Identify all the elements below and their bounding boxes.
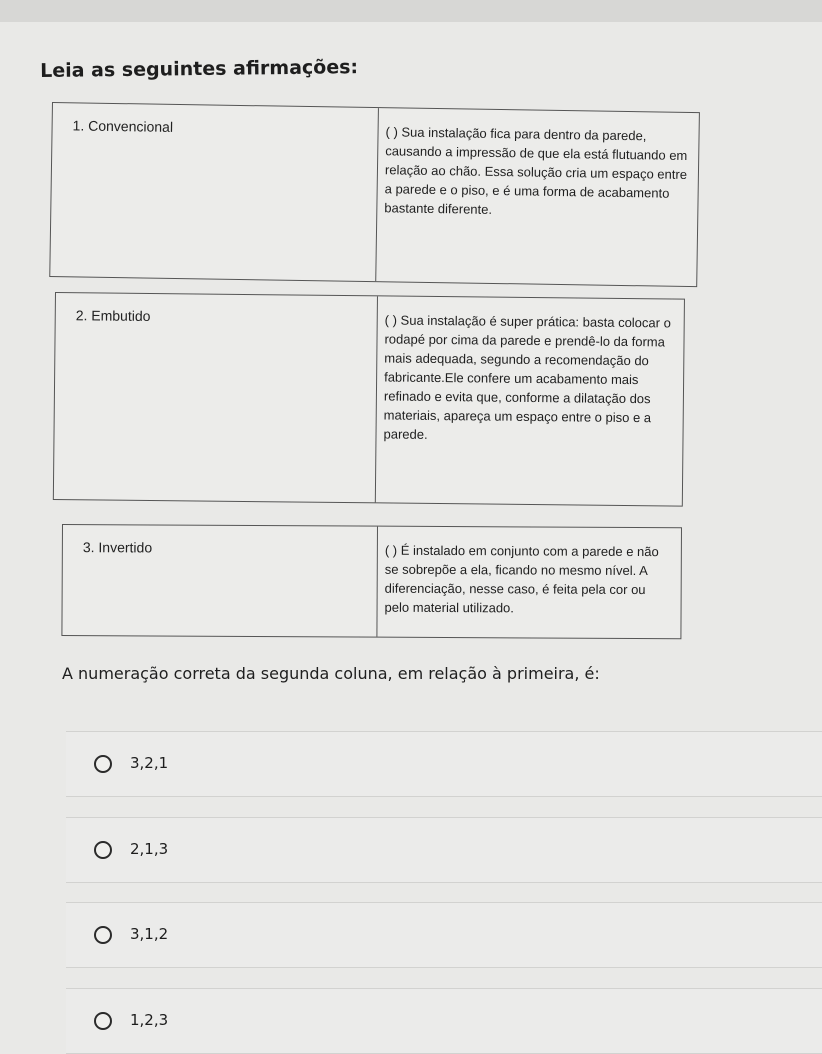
table-right-cell [377, 527, 681, 639]
top-strip [0, 0, 822, 22]
matching-table-2 [53, 292, 685, 507]
item-description: ( ) É instalado em conjunto com a parede e não se sobrepõe a ela, ficando no mesmo nível. A diferenciação, nesse caso, é feita pela cor ou pelo material utilizado. [384, 542, 659, 616]
item-description: ( ) Sua instalação fica para dentro da parede, causando a impressão de que ela está flutuando em relação ao chão. Essa solução cria um espaço entre a parede e o piso, e é uma forma de acabamento bastante diferente. [384, 124, 688, 217]
table-right-cell [376, 296, 684, 505]
radio-button-icon[interactable] [94, 1012, 112, 1030]
item-label: 3. Invertido [82, 539, 153, 556]
option-label: 3,2,1 [130, 754, 169, 772]
item-description: ( ) Sua instalação é super prática: basta colocar o rodapé por cima da parede e prendê-lo da forma mais adequada, segundo a recomendação do fabricante.Ele confere um acabamento mais refinado e evita que, conforme a dilatação dos materiais, apareça um espaço entre o piso e a parede. [383, 312, 671, 442]
option-label: 3,1,2 [130, 925, 169, 943]
table-left-cell [54, 293, 378, 502]
table-right-cell [376, 108, 699, 286]
table-left-cell [62, 525, 378, 637]
answer-option-a[interactable] [66, 731, 822, 797]
radio-button-icon[interactable] [94, 841, 112, 859]
radio-button-icon[interactable] [94, 926, 112, 944]
question-text: A numeração correta da segunda coluna, em relação à primeira, é: [62, 664, 600, 683]
answer-option-d[interactable] [66, 988, 822, 1054]
answer-option-b[interactable] [66, 817, 822, 883]
matching-table-3 [61, 524, 682, 639]
answer-option-c[interactable] [66, 902, 822, 968]
option-label: 2,1,3 [130, 840, 169, 858]
item-label: 2. Embutido [75, 307, 151, 325]
radio-button-icon[interactable] [94, 755, 112, 773]
option-label: 1,2,3 [130, 1011, 169, 1029]
page-heading: Leia as seguintes afirmações: [40, 56, 359, 82]
item-label: 1. Convencional [72, 117, 174, 135]
table-left-cell [50, 103, 379, 281]
matching-table-1 [49, 102, 700, 287]
